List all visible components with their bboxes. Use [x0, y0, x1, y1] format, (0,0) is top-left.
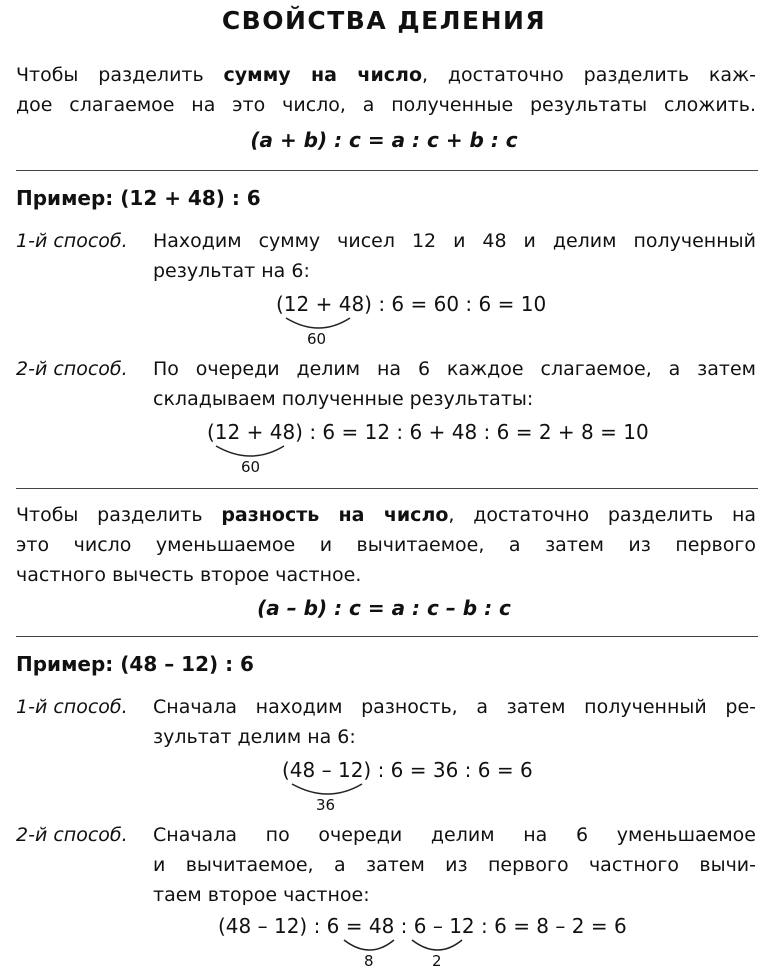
- example2-method2-label: 2-й способ.: [16, 824, 128, 846]
- rule2-formula: (a – b) : c = a : c – b : c: [257, 596, 511, 620]
- example2-method2-subresult-b: 2: [432, 952, 442, 970]
- rule2-line1-post: , достаточно разделить на: [448, 504, 757, 526]
- example1-method2-label: 2-й способ.: [16, 358, 128, 380]
- rule1-line1-bold: сумму на число: [223, 64, 423, 86]
- divider: [16, 636, 758, 637]
- example2-method2-line1: Сначала по очереди делим на 6 уменьшаемое: [153, 824, 756, 846]
- example1-heading: Пример: (12 + 48) : 6: [16, 186, 261, 210]
- example1-method1-line2: результат на 6:: [153, 260, 310, 282]
- rule1-line1: [16, 60, 756, 90]
- rule2-line1-pre: Чтобы разделить: [16, 504, 222, 526]
- example1-method2-line2: складываем полученные результаты:: [153, 388, 534, 410]
- rule1-formula: (a + b) : c = a : c + b : c: [250, 128, 518, 152]
- example2-method1-line2: зультат делим на 6:: [153, 726, 356, 748]
- example1-method1-line1: Находим сумму чисел 12 и 48 и делим полученный: [153, 230, 756, 252]
- rule2-line1: [16, 500, 756, 530]
- rule1-line1-post: , достаточно разделить каж-: [422, 64, 756, 86]
- brace-arc: [410, 938, 466, 952]
- example1-method1-subresult: 60: [307, 330, 327, 348]
- example1-method2-equation: (12 + 48) : 6 = 12 : 6 + 48 : 6 = 2 + 8 = 10: [207, 420, 649, 444]
- example1-method1-equation: (12 + 48) : 6 = 60 : 6 = 10: [276, 292, 547, 316]
- example2-method2-subresult-a: 8: [364, 952, 374, 970]
- example1-method2-line1: По очереди делим на 6 каждое слагаемое, а затем: [153, 358, 756, 380]
- brace-arc: [342, 938, 398, 952]
- rule1-line2: дое слагаемое на это число, а полученные результаты сложить.: [16, 94, 756, 116]
- brace-arc: [290, 782, 366, 796]
- example2-method1-subresult: 36: [316, 796, 336, 814]
- example2-method1-label: 1-й способ.: [16, 696, 128, 718]
- brace-arc: [284, 316, 354, 330]
- example2-method2-equation: (48 – 12) : 6 = 48 : 6 – 12 : 6 = 8 – 2 = 6: [218, 914, 627, 938]
- brace-arc: [214, 444, 288, 458]
- example2-method2-line3: таем второе частное:: [153, 884, 370, 906]
- example1-method1-label: 1-й способ.: [16, 230, 128, 252]
- example2-method2-line2: и вычитаемое, а затем из первого частного вычи-: [153, 854, 756, 876]
- rule2-line2: это число уменьшаемое и вычитаемое, а затем из первого: [16, 534, 756, 556]
- example2-method1-equation: (48 – 12) : 6 = 36 : 6 = 6: [282, 758, 533, 782]
- divider: [16, 170, 758, 171]
- example2-heading: Пример: (48 – 12) : 6: [16, 652, 254, 676]
- example2-method1-line1: Сначала находим разность, а затем полученный ре-: [153, 696, 756, 718]
- divider: [16, 488, 758, 489]
- rule2-line1-bold: разность на число: [221, 504, 449, 526]
- page-title: СВОЙСТВА ДЕЛЕНИЯ: [221, 6, 547, 35]
- rule2-line3: частного вычесть второе частное.: [16, 564, 362, 586]
- example1-method2-subresult: 60: [241, 458, 261, 476]
- rule1-line1-pre: Чтобы разделить: [16, 64, 224, 86]
